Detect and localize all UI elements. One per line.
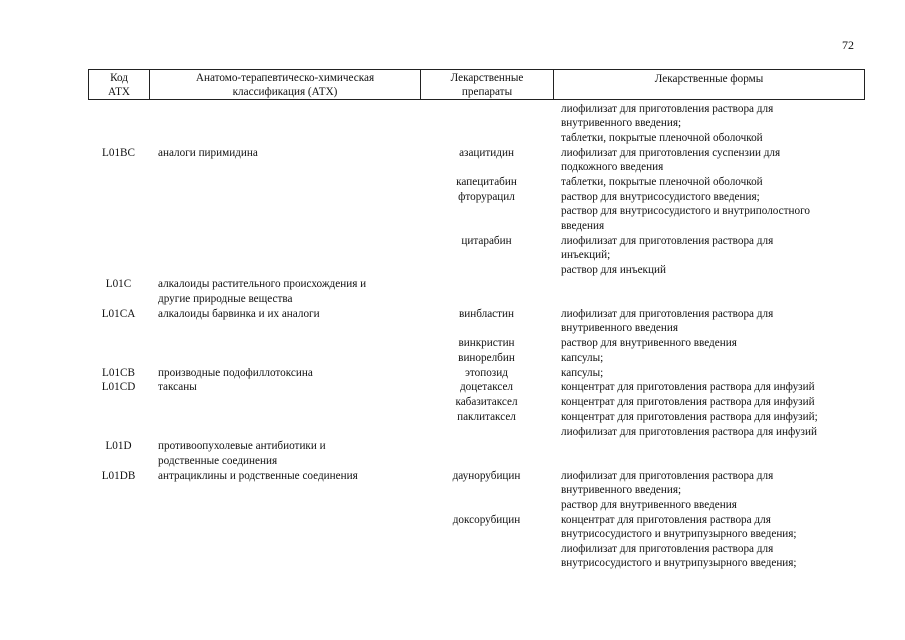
drug-name: доцетаксел xyxy=(459,381,514,393)
atc-code: L01C xyxy=(105,278,132,290)
dosage-form: концентрат для приготовления раствора для инфузий xyxy=(561,381,815,393)
dosage-form: лиофилизат для приготовления раствора для инфузий xyxy=(561,426,817,438)
header-drugs: Лекарственные препараты xyxy=(420,69,553,100)
page-number: 72 xyxy=(842,38,854,52)
dosage-form: лиофилизат для приготовления суспензии для xyxy=(561,147,781,159)
drug-name: капецитабин xyxy=(456,176,517,188)
atc-code: L01CA xyxy=(101,308,136,320)
dosage-form: введения xyxy=(561,220,605,232)
drug-name: винкристин xyxy=(458,337,515,349)
dosage-form: концентрат для приготовления раствора для инфузий xyxy=(561,396,815,408)
dosage-form: инъекций; xyxy=(561,249,611,261)
dosage-form: раствор для внутрисосудистого введения; xyxy=(561,191,760,203)
dosage-form: лиофилизат для приготовления раствора для xyxy=(561,235,774,247)
dosage-form: раствор для внутривенного введения xyxy=(561,337,737,349)
atc-class: аналоги пиримидина xyxy=(158,147,258,159)
drug-name: кабазитаксел xyxy=(455,396,518,408)
atc-code: L01DB xyxy=(101,470,136,482)
dosage-form: таблетки, покрытые пленочной оболочкой xyxy=(561,176,763,188)
atc-code: L01BC xyxy=(102,147,135,159)
drug-name: этопозид xyxy=(465,367,508,379)
dosage-form: раствор для внутривенного введения xyxy=(561,499,737,511)
dosage-form: таблетки, покрытые пленочной оболочкой xyxy=(561,132,763,144)
atc-class: другие природные вещества xyxy=(158,293,293,305)
drug-name: паклитаксел xyxy=(457,411,516,423)
header-forms: Лекарственные формы xyxy=(553,69,865,100)
drug-name: азацитидин xyxy=(459,147,514,159)
dosage-form: внутрисосудистого и внутрипузырного введения; xyxy=(561,557,797,569)
dosage-form: лиофилизат для приготовления раствора для xyxy=(561,543,774,555)
header-classification: Анатомо-терапевтическо-химическая классификация (АТХ) xyxy=(149,69,420,100)
atc-class: таксаны xyxy=(158,381,197,393)
dosage-form: раствор для инъекций xyxy=(561,264,666,276)
atc-code: L01CD xyxy=(101,381,136,393)
atc-code: L01D xyxy=(105,440,132,452)
drug-name: цитарабин xyxy=(461,235,512,247)
header-code: Код АТХ xyxy=(88,69,149,100)
dosage-form: концентрат для приготовления раствора для xyxy=(561,514,771,526)
atc-code: L01CB xyxy=(102,367,135,379)
dosage-form: внутрисосудистого и внутрипузырного введения; xyxy=(561,528,797,540)
dosage-form: раствор для внутрисосудистого и внутриполостного xyxy=(561,205,810,217)
atc-class: алкалоиды растительного происхождения и xyxy=(158,278,367,290)
dosage-form: концентрат для приготовления раствора для инфузий; xyxy=(561,411,818,423)
dosage-form: лиофилизат для приготовления раствора для xyxy=(561,103,774,115)
drug-name: винбластин xyxy=(458,308,515,320)
drug-name: даунорубицин xyxy=(452,470,521,482)
dosage-form: подкожного введения xyxy=(561,161,664,173)
atc-class: производные подофиллотоксина xyxy=(158,367,313,379)
dosage-form: внутривенного введения; xyxy=(561,117,682,129)
dosage-form: внутривенного введения; xyxy=(561,484,682,496)
atc-class: алкалоиды барвинка и их аналоги xyxy=(158,308,320,320)
drug-name: фторурацил xyxy=(458,191,515,203)
dosage-form: лиофилизат для приготовления раствора для xyxy=(561,308,774,320)
atc-class: противоопухолевые антибиотики и xyxy=(158,440,326,452)
dosage-form: капсулы; xyxy=(561,352,604,364)
dosage-form: капсулы; xyxy=(561,367,604,379)
dosage-form: внутривенного введения xyxy=(561,322,679,334)
drug-name: доксорубицин xyxy=(452,514,521,526)
atc-class: родственные соединения xyxy=(158,455,278,467)
atc-class: антрациклины и родственные соединения xyxy=(158,470,358,482)
dosage-form: лиофилизат для приготовления раствора для xyxy=(561,470,774,482)
drug-name: винорелбин xyxy=(458,352,515,364)
